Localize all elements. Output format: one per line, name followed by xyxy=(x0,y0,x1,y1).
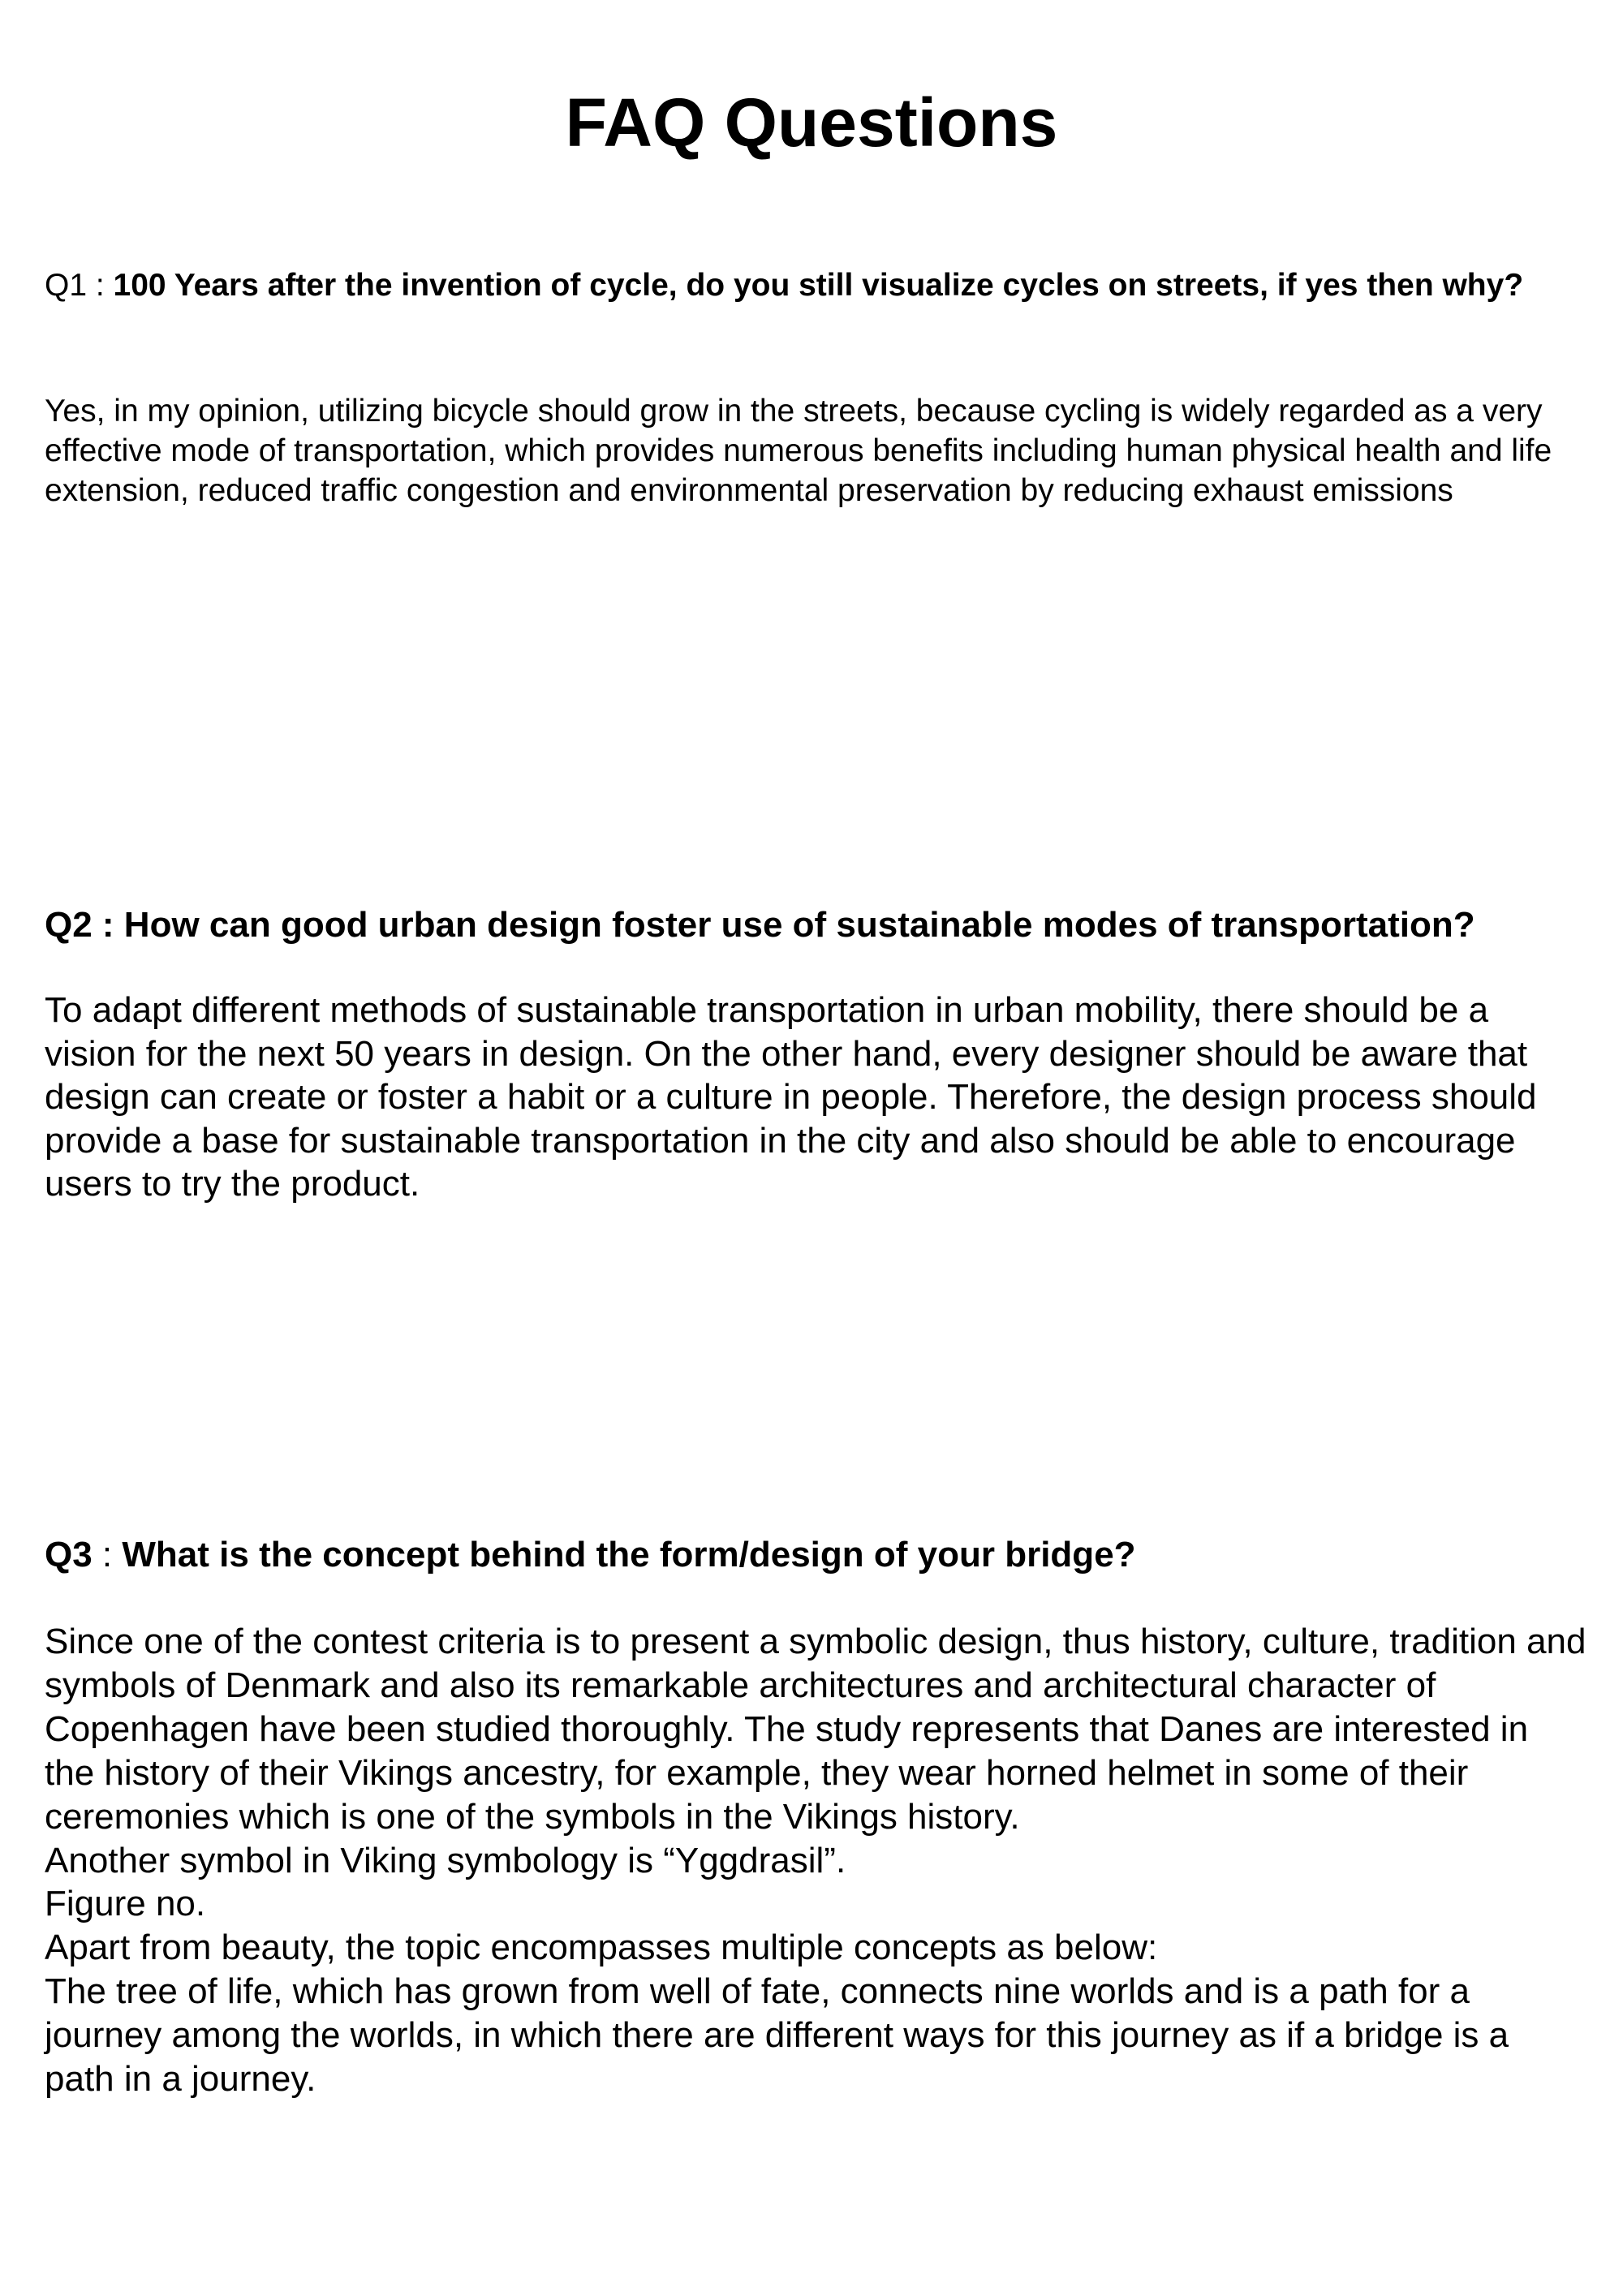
question-separator: : xyxy=(92,1535,123,1574)
figure-caption: Figure no. xyxy=(45,1884,206,1924)
faq-question-1 xyxy=(45,265,1586,306)
answer-paragraph: The tree of life, which has grown from well of fate, connects nine worlds and is a path for a journey among the worlds, in which there are different ways for this journey as if a bridge is a path in a journey. xyxy=(45,1971,1509,2100)
faq-question-3 xyxy=(45,1532,1586,1578)
question-text: 100 Years after the invention of cycle, do you still visualize cycles on streets, if yes then why? xyxy=(113,268,1524,303)
question-text: What is the concept behind the form/design of your bridge? xyxy=(122,1535,1136,1574)
faq-answer-2: To adapt different methods of sustainable transportation in urban mobility, there should be a vision for the next 50 years in design. On the other hand, every designer should be aware that design can create or foster a habit or a culture in people. Therefore, the design process should provide a base for sustainable transportation in the city and also should be able to encourage users to try the product. xyxy=(45,990,1537,1204)
faq-answer-1: Yes, in my opinion, utilizing bicycle should grow in the streets, because cycling is widely regarded as a very effective mode of transportation, which provides numerous benefits including human physical health and life extension, reduced traffic congestion and environmental preservation by reducing exhaust emissions xyxy=(45,394,1552,508)
faq-question-2: Q2 : How can good urban design foster use of sustainable modes of transportation? xyxy=(45,905,1475,945)
answer-paragraph: Another symbol in Viking symbology is “Yggdrasil”. xyxy=(45,1840,846,1880)
page-title: FAQ Questions xyxy=(565,84,1058,161)
question-number: Q1 : xyxy=(45,268,114,303)
answer-paragraph: Apart from beauty, the topic encompasses multiple concepts as below: xyxy=(45,1928,1158,1968)
question-number: Q3 xyxy=(45,1535,93,1574)
faq-answer-3 xyxy=(45,1620,1586,2101)
answer-paragraph: Since one of the contest criteria is to present a symbolic design, thus history, culture, tradition and symbols of Denmark and also its remarkable architectures and architectural character of Copenhagen have been studied thoroughly. The study represents that Danes are interested in the history of their Vikings ancestry, for example, they wear horned helmet in some of their ceremonies which is one of the symbols in the Vikings history. xyxy=(45,1622,1586,1837)
